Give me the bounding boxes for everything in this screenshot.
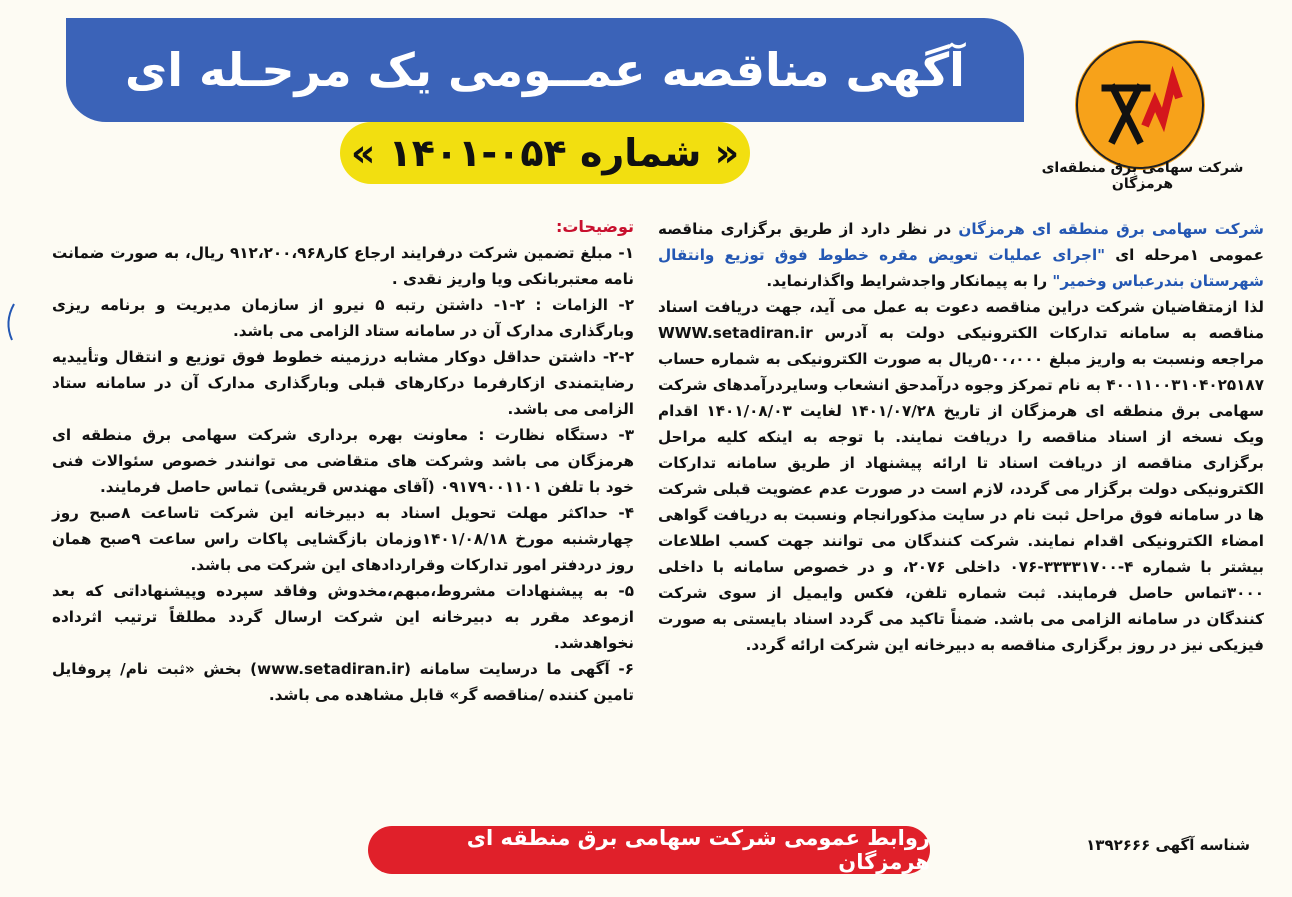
logo-graphic xyxy=(1075,40,1205,170)
margin-mark-icon xyxy=(2,302,16,342)
note-item: ۱- مبلغ تضمین شرکت درفرایند ارجاع کار۹۱۲،۲۰۰،۹۶۸ ریال، به صورت ضمانت نامه معتبربانکی ویا واریز نقدی . xyxy=(52,244,634,288)
intro-text: در نظر دارد از طریق برگزاری مناقصه عمومی ۱مرحله ای xyxy=(658,220,1264,264)
intro-paragraph xyxy=(658,216,1264,294)
company-caption: شرکت سهامی برق منطقه‌ای هرمزگان xyxy=(1041,160,1244,192)
tender-number-badge: « شماره ۰۵۴-۱۴۰۱ » xyxy=(340,122,750,184)
power-grid-logo-icon xyxy=(1075,40,1205,170)
note-item: ۵- به پیشنهادات مشروط،مبهم،مخدوش وفاقد سپرده وپیشنهاداتی که بعد ازموعد مقرر به دبیرخانه این شرکت ارسال گردد مطلقاً ترتیب اثرداده نخواهدشد. xyxy=(52,582,634,652)
notice-title: آگهی مناقصه عمــومی یک مرحـله ای xyxy=(125,43,965,97)
ad-identifier: شناسه آگهی ۱۳۹۲۶۶۶ xyxy=(1086,836,1250,854)
note-item: ۳- دستگاه نظارت : معاونت بهره برداری شرکت سهامی برق منطقه ای هرمزگان می باشد وشرکت های متقاضی می توانندر خصوص سئوالات فنی خود با تلفن ۰۹۱۷۹۰۰۱۱۰۱ (آقای مهندس قریشی) تماس حاصل فرمایند. xyxy=(52,426,634,496)
main-announcement xyxy=(658,216,1264,658)
note-item: ۲- الزامات : ۲-۱- داشتن رتبه ۵ نیرو از سازمان مدیریت و برنامه ریزی وبارگذاری مدارک آن در سامانه ستاد الزامی می باشد. xyxy=(52,296,635,340)
notes-title: توضیحات: xyxy=(555,217,634,236)
note-item: ۲-۲- داشتن حداقل دوکار مشابه درزمینه خطوط فوق توزیع و انتقال وتأییدیه رضایتمندی ازکارفرما درکارهای قبلی وبارگذاری مدارک آن در سامانه ستاد الزامی می باشد. xyxy=(52,348,634,418)
note-item: ۴- حداکثر مهلت تحویل اسناد به دبیرخانه این شرکت تاساعت ۸صبح روز چهارشنبه مورخ ۱۴۰۱/۰۸/۱۸وزمان بازگشایی پاکات راس ساعت ۹صبح همان روز دردفتر امور تدارکات وقراردادهای این شرکت می باشد. xyxy=(52,504,634,574)
main-paragraph: لذا ازمتقاضیان شرکت دراین مناقصه دعوت به عمل می آید، جهت دریافت اسناد مناقصه به سامانه تدارکات الکترونیکی دولت به آدرس WWW.setadiran.ir مراجعه ونسبت به واریز مبلغ ۵۰۰،۰۰۰ریال به صورت الکترونیکی به شماره حساب ۴۰۰۱۱۰۰۳۱۰۴۰۲۵۱۸۷ به نام تمرکز وجوه درآمدحق انشعاب وسایردرآمدهای شرکت سهامی برق منطقه ای هرمزگان از تاریخ ۱۴۰۱/۰۷/۲۸ لغایت ۱۴۰۱/۰۸/۰۳ اقدام ویک نسخه از اسناد مناقصه را دریافت نمایند. با توجه به اینکه کلیه مراحل برگزاری مناقصه از دریافت اسناد تا ارائه پیشنهاد از طریق سامانه تدارکات الکترونیکی دولت برگزار می گردد، لازم است در صورت عدم عضویت قبلی شرکت ها در سامانه فوق مراحل ثبت نام در سایت مذکورانجام ونسبت به دریافت گواهی امضاء الکترونیکی اقدام نمایند. شرکت کنندگان می توانند جهت کسب اطلاعات بیشتر با شماره ۴-۳۳۳۳۱۷۰۰-۰۷۶ داخلی ۲۰۷۶، و در خصوص سامانه با داخلی ۳۰۰۰تماس حاصل فرمایند. ثبت شماره تلفن، فکس وایمیل از سوی شرکت کنندگان در سامانه الزامی می باشد. ضمناً تاکید می گردد اسناد بایستی به صورت فیزیکی نیز در روز برگزاری مناقصه به دبیرخانه این شرکت ارائه گردد. xyxy=(658,298,1264,654)
notes-section xyxy=(52,214,634,708)
project-title: "اجرای عملیات تعویض مقره خطوط فوق توزیع وانتقال شهرستان بندرعباس وخمیر" xyxy=(658,246,1264,290)
intro-tail: را به پیمانکار واجدشرایط واگذارنماید. xyxy=(766,272,1053,290)
public-relations-bar: روابط عمومی شرکت سهامی برق منطقه ای هرمزگان xyxy=(368,826,930,874)
header-banner xyxy=(66,18,1024,122)
note-item: ۶- آگهی ما درسایت سامانه (www.setadiran.ir) بخش «ثبت نام/ پروفایل تامین کننده /مناقصه گر» قابل مشاهده می باشد. xyxy=(52,660,634,704)
intro-company-name: شرکت سهامی برق منطقه ای هرمزگان xyxy=(958,220,1264,238)
